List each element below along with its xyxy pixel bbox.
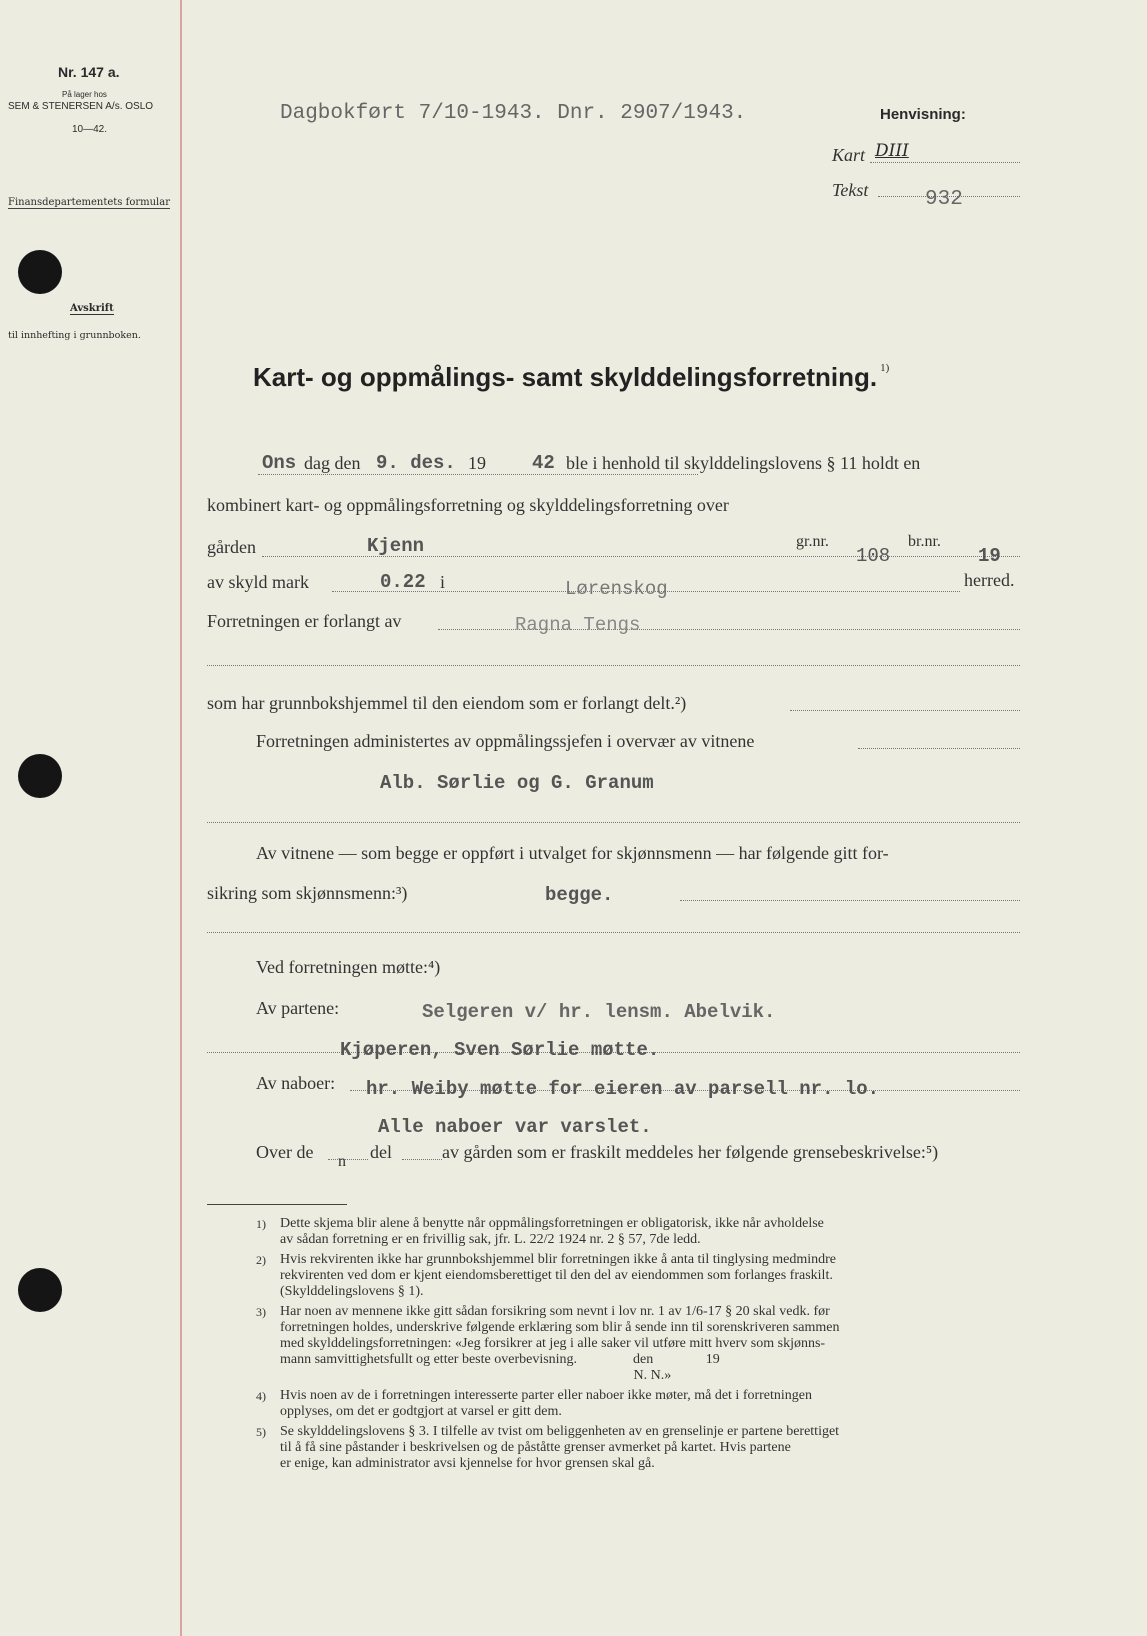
footnote-number: 3) bbox=[256, 1305, 266, 1319]
footnote-line: N. N.» bbox=[280, 1368, 672, 1383]
requester: Ragna Tengs bbox=[515, 614, 641, 636]
neighbours-value: Alle naboer var varslet. bbox=[378, 1116, 652, 1138]
footnote-line: (Skylddelingslovens § 1). bbox=[280, 1284, 424, 1299]
label: del bbox=[370, 1142, 392, 1162]
issuer: Finansdepartementets formular bbox=[8, 197, 170, 208]
footnote-line: Hvis rekvirenten ikke har grunnbokshjemmel blir forretningen ikke å anta til tinglysing medmindre bbox=[280, 1252, 836, 1267]
title-row bbox=[253, 362, 889, 393]
label: sikring som skjønnsmenn:³) bbox=[207, 883, 408, 903]
punch-hole bbox=[18, 754, 62, 798]
label: dag den bbox=[304, 453, 361, 473]
tekst-value: 932 bbox=[925, 188, 963, 211]
reference-label: Henvisning: bbox=[880, 106, 966, 123]
footnote-line: er enige, kan administrator avsi kjennelse for hvor grensen skal gå. bbox=[280, 1456, 655, 1471]
neighbours-value: hr. Weiby møtte for eieren av parsell nr. lo. bbox=[366, 1078, 880, 1100]
br-nr-value: 19 bbox=[978, 545, 1001, 567]
tekst-label: Tekst bbox=[832, 180, 869, 200]
parties-value: Selgeren v/ hr. lensm. Abelvik. bbox=[422, 1001, 776, 1023]
witnesses: Alb. Sørlie og G. Granum bbox=[380, 772, 654, 794]
punch-hole bbox=[18, 1268, 62, 1312]
footnote bbox=[256, 1252, 839, 1300]
footnote-line: Dette skjema blir alene å benytte når oppmålingsforretningen er obligatorisk, ikke når avholdelse bbox=[280, 1216, 824, 1231]
label: Over de bbox=[256, 1142, 314, 1162]
footnote-line: forretningen holdes, underskrive følgende erklæring som blir å sende inn til sorenskriveren sammen bbox=[280, 1320, 840, 1335]
footnote-line: rekvirenten ved dom er kjent eiendomsberettiget til den del av eiendommen som forlanges fraskilt. bbox=[280, 1268, 833, 1283]
farm-name: Kjenn bbox=[367, 535, 425, 557]
label: Av naboer: bbox=[256, 1073, 336, 1093]
text: som har grunnbokshjemmel til den eiendom som er forlangt delt.²) bbox=[207, 693, 687, 713]
gr-nr-value: 108 bbox=[856, 545, 891, 567]
page-title: Kart- og oppmålings- samt skylddelingsforretning. bbox=[253, 362, 878, 392]
footnote-line: Hvis noen av de i forretningen interesserte parter eller naboer ikke møter, må det i forretningen bbox=[280, 1388, 813, 1403]
footnote-number: 5) bbox=[256, 1425, 266, 1439]
label: Forretningen er forlangt av bbox=[207, 611, 402, 631]
seller-name: SEM & STENERSEN A/s. OSLO bbox=[8, 101, 154, 112]
form-date: 10—42. bbox=[72, 124, 108, 135]
parties-value: Kjøperen, Sven Sørlie møtte. bbox=[340, 1039, 660, 1061]
footnote-line: Se skylddelingslovens § 3. I tilfelle av tvist om beliggenheten av en grenselinje er partene berettiget bbox=[280, 1424, 840, 1439]
footnote bbox=[256, 1388, 839, 1420]
footnotes bbox=[256, 1216, 839, 1476]
copy-note: til innhefting i grunnboken. bbox=[8, 330, 141, 341]
text: ble i henhold til skylddelingslovens § 11 holdt en bbox=[566, 453, 921, 473]
footnote-line: med skylddelingsforretningen: «Jeg forsikrer at jeg i alle saker vil utføre mitt hverv som skjønns- bbox=[280, 1336, 826, 1351]
text: av gården som er fraskilt meddeles her følgende grensebeskrivelse:⁵) bbox=[442, 1142, 939, 1162]
label: herred. bbox=[964, 570, 1015, 590]
label: gården bbox=[207, 537, 256, 557]
title-footnote: 1) bbox=[880, 362, 890, 374]
footnote-line: opplyses, om det er godtgjort at varsel er gitt dem. bbox=[280, 1404, 562, 1419]
form-number: Nr. 147 a. bbox=[58, 64, 120, 80]
margin-line bbox=[180, 0, 182, 1636]
footnote-line: Har noen av mennene ikke gitt sådan forsikring som nevnt i lov nr. 1 av 1/6-17 § 20 skal vedk. før bbox=[280, 1304, 830, 1319]
text: Av vitnene — som begge er oppført i utvalget for skjønnsmenn — har følgende gitt for- bbox=[256, 843, 889, 863]
footnote-number: 1) bbox=[256, 1217, 266, 1231]
journal-entry: Dagbokført 7/10-1943. Dnr. 2907/1943. bbox=[280, 102, 747, 125]
footnote-number: 4) bbox=[256, 1389, 266, 1403]
punch-hole bbox=[18, 250, 62, 294]
seller-line: På lager hos bbox=[62, 90, 107, 99]
text: Forretningen administertes av oppmålingssjefen i overvær av vitnene bbox=[256, 731, 755, 751]
date-value: 9. des. bbox=[376, 452, 456, 474]
label: 19 bbox=[468, 453, 486, 473]
year-value: 42 bbox=[532, 452, 555, 474]
footnote-separator bbox=[207, 1204, 347, 1205]
kart-label: Kart bbox=[832, 145, 866, 165]
municipality: Lørenskog bbox=[565, 578, 668, 600]
kart-value: DIII bbox=[875, 141, 909, 161]
footnote-line: av sådan forretning er en frivillig sak, jfr. L. 22/2 1924 nr. 2 § 57, 7de ledd. bbox=[280, 1232, 701, 1247]
day-value: Ons bbox=[262, 452, 297, 474]
footnote bbox=[256, 1424, 839, 1472]
label: gr.nr. bbox=[796, 533, 829, 550]
label: av skyld mark bbox=[207, 572, 309, 592]
text: kombinert kart- og oppmålingsforretning og skylddelingsforretning over bbox=[207, 495, 729, 515]
footnote-number: 2) bbox=[256, 1253, 266, 1267]
footnote-line: til å få sine påstander i beskrivelsen og de påståtte grenser avmerket på kartet. Hvis partene bbox=[280, 1440, 791, 1455]
part-value: n bbox=[338, 1153, 346, 1170]
label: br.nr. bbox=[908, 533, 941, 550]
label: Av partene: bbox=[256, 998, 340, 1018]
footnote bbox=[256, 1216, 839, 1248]
footnote-line: mann samvittighetsfullt og etter beste overbevisning. den 19 bbox=[280, 1352, 720, 1367]
footnote bbox=[256, 1304, 839, 1384]
label: i bbox=[440, 572, 446, 592]
value-mark: 0.22 bbox=[380, 571, 426, 593]
sworn-value: begge. bbox=[545, 884, 614, 906]
copy-label: Avskrift bbox=[70, 303, 114, 314]
text: Ved forretningen møtte:⁴) bbox=[256, 957, 441, 977]
